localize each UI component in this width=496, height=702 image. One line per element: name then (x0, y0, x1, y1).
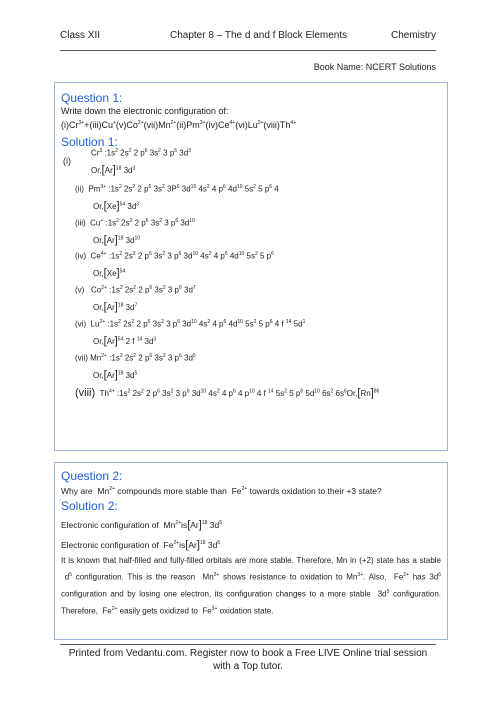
pm-short: $Or,[Xe]^{54}$ $3d^3$ (93, 200, 140, 212)
header-subject: Chemistry (390, 30, 436, 41)
solution-1-title: Solution 1: (61, 135, 118, 149)
footer-text: Printed from Vedantu.com. Register now to book a Free LIVE Online trial session with a Top tutor. (68, 648, 428, 672)
question-1-title: Question 1: (61, 91, 123, 105)
book-name: Book Name: NCERT Solutions (313, 62, 436, 72)
page-header (60, 30, 436, 44)
explanation-paragraph: It is known that half-filled and fully-filled orbitals are more stable. Therefore, Mn in (+2) state has a stable $d^5$ configuration. This is the reason $Mn^{2+}$ shows resistance to oxidation to $Mn^{3+}$. Also, $Fe^{2+}$ has $3d^6$ configuration and by losing one electron, its configuration changes to a more stable $3d^5$ configuration. Therefore, $Fe^{2+}$ easily gets oxidized to $Fe^{3+}$ oxidation state. (61, 556, 442, 616)
question-1-prompt: Write down the electronic configuration of: (61, 106, 229, 116)
header-chapter: Chapter 8 – The d and f Block Elements (170, 30, 348, 41)
question-2-prompt: Why are $Mn^{2+}$ compounds more stable than $Fe^{2+}$ towards oxidation to their +3 state? (61, 485, 382, 496)
header-class: Class XII (60, 30, 101, 41)
mn-electronic-config: Electronic configuration of $Mn^{2+}is[Ar]^{18}$ $3d^5$ (61, 518, 222, 531)
cr-short: $Or,[Ar]^{18}$ $3d^3$ (91, 164, 136, 176)
label-i: (i) (63, 156, 71, 166)
fe-electronic-config: Electronic configuration of $Fe^{2+}is[Ar]^{18}$ $3d^6$ (61, 538, 221, 551)
lu-short: $Or,[Ar]^{54}$ 2 f $^{14}$ $3d^3$ (93, 335, 157, 347)
question-2-title: Question 2: (61, 469, 123, 483)
question-2-box (54, 462, 448, 640)
header-divider (60, 50, 436, 51)
mn-short: $Or,[Ar]^{18}$ $3d^5$ (93, 369, 138, 381)
mn-config: (vii) $Mn^{2+}$ $:1s^2$ $2s^2$ 2 $p^6$ $3s^2$ 3 $p^6$ $3d^5$ (75, 353, 196, 363)
pm-config: (ii) $Pm^{3+}$ $:1s^2$ $2s^2$ 2 $p^6$ $3s^2$ $3P^6$ $3d^{10}$ $4s^2$ 4 $p^6$ $4d^{10}$ $5s^2$ 5 $p^6$ 4 (75, 184, 279, 194)
co-short: $Or,[Ar]^{18}$ $3d^7$ (93, 301, 138, 313)
cu-short: $Or,[Ar]^{18}$ $3d^{10}$ (93, 234, 141, 246)
cu-config: (iii) Cu+ $:1s^2$ $2s^2$ 2 $p^6$ $3s^2$ 3 $p^6$ $3d^{10}$ (75, 218, 195, 228)
solution-2-title: Solution 2: (61, 498, 118, 513)
co-config: (v) $Co^{2+}$ $:1s^2$ $2s^2$ 2 $p^6$ $3s^2$ 3 $p^6$ $3d^7$ (75, 285, 196, 295)
ce-config: (iv) $Ce^{4+}$ $:1s^2$ $2s^2$ 2 $p^6$ $3s^2$ 3 $p^6$ $3d^{10}$ $4s^2$ 4 $p^6$ $4d^{10}$ $5s^2$ 5 $p^6$ (75, 251, 274, 261)
footer-divider (60, 644, 436, 645)
ce-short: $Or,[Xe]^{54}$ (93, 267, 126, 279)
question-1-items: $(i)Cr^{3+}+(iii)Cu^+(v)Co^{2+}(vii)Mn^{2+}(ii)Pm^{3+}(iv)Ce^{4+}(vi)Lu^{2+}(viii)Th^{4+}$ (61, 120, 297, 130)
question-1-box (54, 82, 448, 451)
th-config: (viii) $Th^{4+}$ $:1s^2$ $2s^2$ 2 $p^6$ $3s^2$ 3 $p^6$ $3d^{10}$ $4s^2$ 4 $p^6$ 4 $p^{10}$ 4 f $^{14}$ $5s^2$ 5 $p^6$ $5d^{10}$ $6s^2$ $6s^6Or,[Rn]^{86}$ (75, 387, 380, 399)
lu-config: (vi) $Lu^{2+}$ $:1s^2$ $2s^2$ 2 $p^6$ $3s^2$ 3 $p^6$ $3d^{10}$ $4s^2$ 4 $p^6$ $4d^{10}$ $5s^2$ 5 $p^6$ 4 f $^{14}$ $5d^1$ (75, 319, 306, 329)
cr-config: Cr$^3$ $:1s^2$ $2s^2$ 2 $p^6$ $3s^2$ 3 $p^6$ $3d^3$ (91, 148, 191, 158)
